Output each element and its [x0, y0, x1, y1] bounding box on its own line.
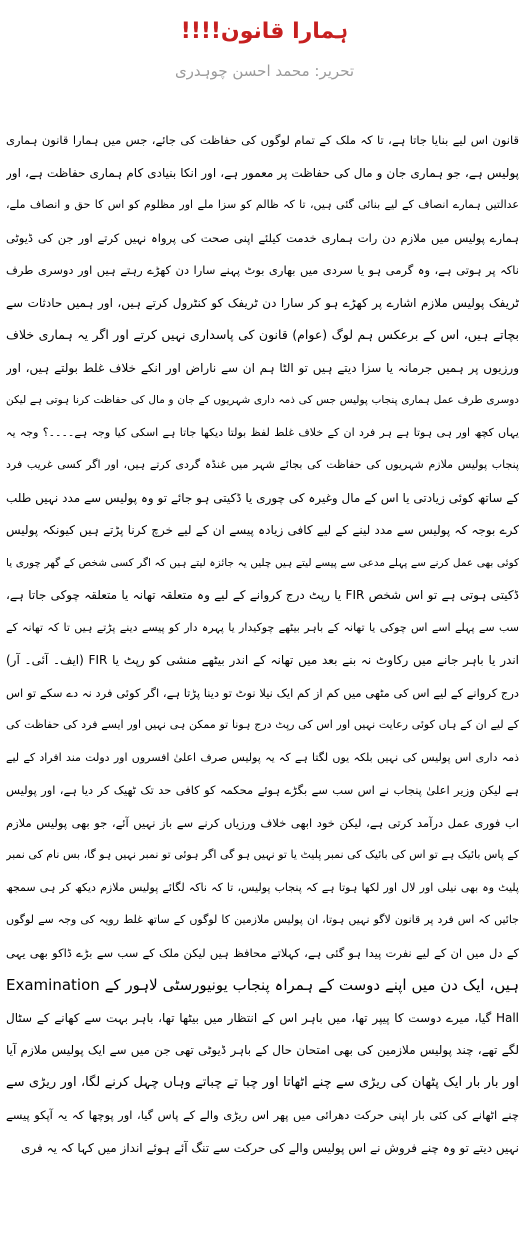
article-line: اندر یا باہر جانے میں رکاوٹ نہ بنے بعد میں تھانہ کے اندر بیٹھے منشی کو رپٹ یا FIR (ایف۔ آئی۔ آر) [6, 653, 519, 667]
article-line: اور بار بار ایک پٹھان کی ریڑی سے چنے اٹھاتا اور چبا تے چباتے وہاں چہل کرنے لگا، اور ریڑی سے [6, 1074, 519, 1090]
article-line: سب سے پہلے اسے اس چوکی یا تھانہ کے باہر بیٹھے چوکیدار یا پہرہ دار کو پیسے دینے پڑتے ہیں تا کہ تھانہ کے [6, 620, 519, 634]
article-line: ناکہ پر ہوتی ہے، وہ گرمی ہو یا سردی میں بھاری بوٹ پہنے سارا دن کھڑے رہتے ہیں اور دوسری طرف [6, 263, 519, 277]
article-line: Hall گیا، میرے دوست کا پیپر تھا، میں باہر اس کے انتظار میں بیٹھا تھا، باہر بہت سے کھانے کے سٹال [6, 1010, 519, 1025]
article-line: کے دل میں ان کے لیے نفرت پیدا ہو گئی ہے، کہلاتے محافظ ہیں لیکن ملک کے سب سے بڑے ڈاکو بھی یہی [6, 945, 519, 960]
article-title: ہمارا قانون!!!! [180, 19, 349, 44]
article-line: ہیں، ایک دن میں اپنے دوست کے ہمراہ پنجاب یونیورسٹی لاہور کے Examination [6, 976, 519, 994]
article-line: ڈکیتی ہوتی ہے تو اس شخص FIR یا رپٹ درج کروانے کے لیے وہ متعلقہ تھانہ یا متعلقہ چوکی جاتا ہے، [6, 588, 519, 602]
article-line: قانون اس لیے بنایا جاتا ہے، تا کہ ملک کے تمام لوگوں کی حفاظت کی جائے، جس میں ہمارا قانون ہماری [6, 133, 519, 147]
article-line: کے ساتھ کوئی زیادتی یا اس کے مال وغیرہ کی چوری یا ڈکیتی ہو جائے تو وہ پولیس سے مدد نہیں طلب [6, 490, 519, 505]
article-line: ورزیوں پر ہمیں جرمانہ یا سزا دیتے ہیں تو الٹا ہم ان سے ناراض اور انکے خلاف غلط بولتے ہیں، اور [6, 360, 519, 375]
article-line: دوسری طرف عمل ہماری پنجاب پولیس جس کی ذمہ داری شہریوں کے جان و مال کی حفاظت کرنا ہوتی ہے لیکن [6, 394, 519, 406]
article-line: ہے لیکن وزیر اعلیٰ پنجاب نے اس سب سے بگڑے ہوئے محکمہ کو کافی حد تک ٹھیک کر دیا ہے، اور پولیس [6, 783, 519, 797]
article-line: چنے اٹھانے کی کئی بار اپنی حرکت دھرائی میں پھر اس ریڑی والے کے پاس گیا، اور پوچھا کہ یہ آپکو پیسے [6, 1108, 519, 1122]
article-body [6, 124, 519, 1164]
article-line: پولیس ہے، جو ہماری جان و مال کی حفاظت پر معمور ہے، اور انکا بنیادی کام ہماری حفاظت ہے، اور [6, 165, 519, 180]
article-line: یہاں کچھ اور ہی ہوتا ہے ہر فرد ان کے خلاف غلط لفظ بولتا دیکھا جاتا ہے اسکی کیا وجہ ہے۔۔۔۔؟ وجہ یہ [6, 425, 519, 439]
article-line: درج کروانے کے لیے اس کی مٹھی میں کم از کم ایک نیلا نوٹ تو دینا پڑتا ہے، اگر کوئی فرد نہ دے سکے تو اس [6, 685, 519, 700]
article-line: لگے تھے، چند پولیس ملازمین کی بھی امتحان حال کے باہر ڈیوٹی تھی جن میں سے ایک پولیس ملازم آیا [6, 1043, 519, 1057]
article-line: پلیٹ وہ بھی نیلی اور لال اور لکھا ہوتا ہے کہ پنجاب پولیس، تا کہ ناکہ لگائے پولیس ملازم دیکھ کر ہی سمجھ [6, 880, 519, 894]
article-line: ذمہ داری اس پولیس کی نہیں بلکہ یوں لگتا ہے کہ یہ پولیس صرف اعلیٰ افسروں اور دولت مند افراد کے لیے [6, 750, 519, 764]
article-line: کے لیے ان کے ہاں کوئی رعایت نہیں اور اس کی رپٹ درج ہونا تو ممکن ہی نہیں اور ایسے فرد کی حفاظت کی [6, 718, 519, 731]
article-line: پنجاب پولیس ملازم شہریوں کی حفاظت کی بجائے شہر میں غنڈہ گردی کرتے ہیں، اور اگر کسی غریب فرد [6, 458, 519, 471]
article-line: کوئی بھی عمل کرنے سے پہلے مدعی سے پیسے لیتے ہیں چلیں یہ جائزہ لیتے ہیں کہ اگر کسی شخص کے گھر چوری یا [6, 556, 519, 569]
article-line: ٹریفک پولیس ملازم اشارے پر کھڑے ہو کر سارا دن ٹریفک کو کنٹرول کرتے ہیں، اور ہمیں حادثات سے [6, 295, 519, 310]
article-line: کرے بوجہ کہ پولیس سے مدد لینے کے لیے کافی زیادہ پیسے ان کے لیے خرچ کرنا پڑتے ہیں کیونکہ پولیس [6, 523, 519, 537]
article-line: جائیں کہ اس فرد پر قانون لاگو نہیں ہوتا، ان پولیس ملازمین کا لوگوں کے ساتھ غلط رویہ کی وجہ سے لوگوں [6, 913, 519, 926]
article-byline: تحریر: محمد احسن چوہدری [174, 62, 355, 80]
article-line: کے پاس بائیک ہے تو اس کی بائیک کی نمبر پلیٹ یا تو نہیں ہو گی اگر ہوئی تو نمبر نہیں ہو گا، بس نام کی نمبر [6, 848, 519, 861]
article-line: نہیں دیتے تو وہ چنے فروش نے اس پولیس والے کی حرکت سے تنگ آئے ہوئے انداز میں کہا کہ یہ فری [21, 1140, 519, 1155]
article-line: ہمارے پولیس میں ملازم دن رات ہماری خدمت کیلئے اپنی صحت کی پرواہ نہیں کرتے اور جن کی ڈیوٹی [6, 230, 519, 245]
article-line: بچاتے ہیں، اس کے برعکس ہم لوگ (عوام) قانون کی پاسداری نہیں کرتے اور اگر یہ ہماری خلاف [6, 327, 519, 342]
article-line: اب فوری عمل درآمد کرتی ہے، لیکن خود ابھی خلاف ورزیاں کرنے سے باز نہیں آئے، جو بھی پولیس ملازم [6, 815, 519, 830]
article-line: عدالتیں ہمارے انصاف کے لیے بنائی گئی ہیں، تا کہ ظالم کو سزا ملے اور مظلوم کو اس کا حق و انصاف ملے، [6, 198, 519, 211]
